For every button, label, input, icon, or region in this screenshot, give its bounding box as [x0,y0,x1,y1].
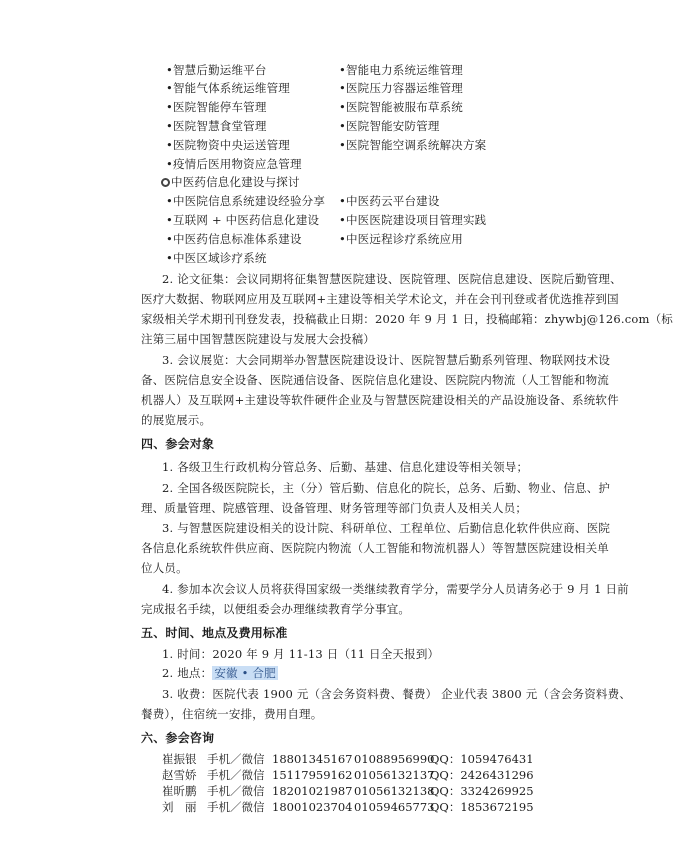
paragraph-line: 餐费），住宿统一安排，费用自理。 [141,707,323,721]
bullet-item: •医院压力容器运维管理 [339,81,463,95]
bullet-item: •医院智能被服布草系统 [339,100,463,114]
paragraph-line: 3. 与智慧医院建设相关的设计院、科研单位、工程单位、后勤信息化软件供应商、医院 [162,521,611,535]
contact-type: 手机／微信 [207,784,265,798]
bullet-item: •疫情后医用物资应急管理 [166,157,302,171]
paragraph-line: 1. 各级卫生行政机构分管总务、后勤、基建、信息化建设等相关领导； [162,460,529,474]
contact-mobile: 18801345167 [272,752,353,766]
bullet-item: •智慧后勤运维平台 [166,63,267,77]
paragraph-line: 医疗大数据、物联网应用及互联网+主建设等相关学术论文，并在会刊刊登或者优选推荐到国 [141,292,619,306]
bullet-item: •中医院信息系统建设经验分享 [166,194,326,208]
bullet-item: •智能电力系统运维管理 [339,63,463,77]
paragraph-line: 注第三届中国智慧医院建设与发展大会投稿） [141,332,375,346]
paragraph-line: 完成报名手续，以便组委会办理继续教育学分事宜。 [141,602,411,616]
paragraph-line: 4. 参加本次会议人员将获得国家级一类继续教育学分，需要学分人员请务必于 9 月 1 日前 [162,582,629,596]
bullet-item: •医院智能安防管理 [339,119,440,133]
section-heading: 四、参会对象 [141,437,215,451]
paragraph-line: 3. 会议展览：大会同期举办智慧医院建设设计、医院智慧后勤系列管理、物联网技术设 [162,353,611,367]
contact-mobile: 18001023704 [272,800,353,814]
bullet-item: •医院智慧食堂管理 [166,119,267,133]
contact-name: 崔昕鹏 [162,784,197,798]
paragraph-line: 3. 收费：医院代表 1900 元（含会务资料费、餐费） 企业代表 3800 元（含会务资料费、 [162,687,632,701]
contact-name: 刘 丽 [162,800,197,814]
contact-qq: QQ：2426431296 [430,768,534,782]
subsection-heading: 中医药信息化建设与探讨 [161,175,300,189]
gear-bullet-icon [161,178,170,187]
bullet-item: •医院物资中央运送管理 [166,138,290,152]
bullet-item: •中医远程诊疗系统应用 [339,232,463,246]
paragraph-line: 2. 全国各级医院院长，主（分）管后勤、信息化的院长，总务、后勤、物业、信息、护 [162,481,611,495]
paragraph-line: 2. 论文征集：会议同期将征集智慧医院建设、医院管理、医院信息建设、医院后勤管理、 [162,272,622,286]
section-heading: 五、时间、地点及费用标准 [141,626,288,640]
contact-tel: 01056132138 [354,784,435,798]
bullet-item: •医院智能停车管理 [166,100,267,114]
highlighted-location: 安徽 • 合肥 [214,666,276,680]
bullet-item: •中医药信息标准体系建设 [166,232,302,246]
contact-type: 手机／微信 [207,752,265,766]
contact-mobile: 18201021987 [272,784,353,798]
contact-qq: QQ：1059476431 [430,752,534,766]
contact-tel: 01088956990 [354,752,435,766]
paragraph-line: 各信息化系统软件供应商、医院院内物流（人工智能和物流机器人）等智慧医院建设相关单 [141,541,609,555]
contact-name: 赵雪娇 [162,768,197,782]
bullet-item: •医院智能空调系统解决方案 [339,138,487,152]
paragraph-line: 备、医院信息安全设备、医院通信设备、医院信息化建设、医院院内物流（人工智能和物流 [141,373,609,387]
contact-tel: 01056132137 [354,768,435,782]
bullet-item: •互联网 + 中医药信息化建设 [166,213,320,227]
bullet-item: •中医药云平台建设 [339,194,440,208]
contact-mobile: 15117959162 [272,768,353,782]
paragraph-line: 理、质量管理、院感管理、设备管理、财务管理等部门负责人及相关人员； [141,501,528,515]
paragraph-line: 机器人）及互联网+主建设等软件硬件企业及与智慧医院建设相关的产品设施设备、系统软件 [141,393,619,407]
contact-tel: 01059465773 [354,800,435,814]
contact-name: 崔振银 [162,752,197,766]
bullet-item: •中医医院建设项目管理实践 [339,213,487,227]
paragraph-line: 的展览展示。 [141,413,212,427]
paragraph-line: 2. 地点： 安徽 • 合肥 [162,666,276,680]
bullet-item: •智能气体系统运维管理 [166,81,290,95]
contact-type: 手机／微信 [207,800,265,814]
section-heading: 六、参会咨询 [141,731,215,745]
contact-qq: QQ：3324269925 [430,784,534,798]
contact-qq: QQ：1853672195 [430,800,534,814]
contact-type: 手机／微信 [207,768,265,782]
paragraph-line: 位人员。 [141,561,188,575]
paragraph-line: 1. 时间：2020 年 9 月 11-13 日（11 日全天报到） [162,647,440,661]
paragraph-line: 家级相关学术期刊刊登发表，投稿截止日期：2020 年 9 月 1 日，投稿邮箱：zhywbj@126.com（标 [141,312,673,326]
bullet-item: •中医区域诊疗系统 [166,251,267,265]
